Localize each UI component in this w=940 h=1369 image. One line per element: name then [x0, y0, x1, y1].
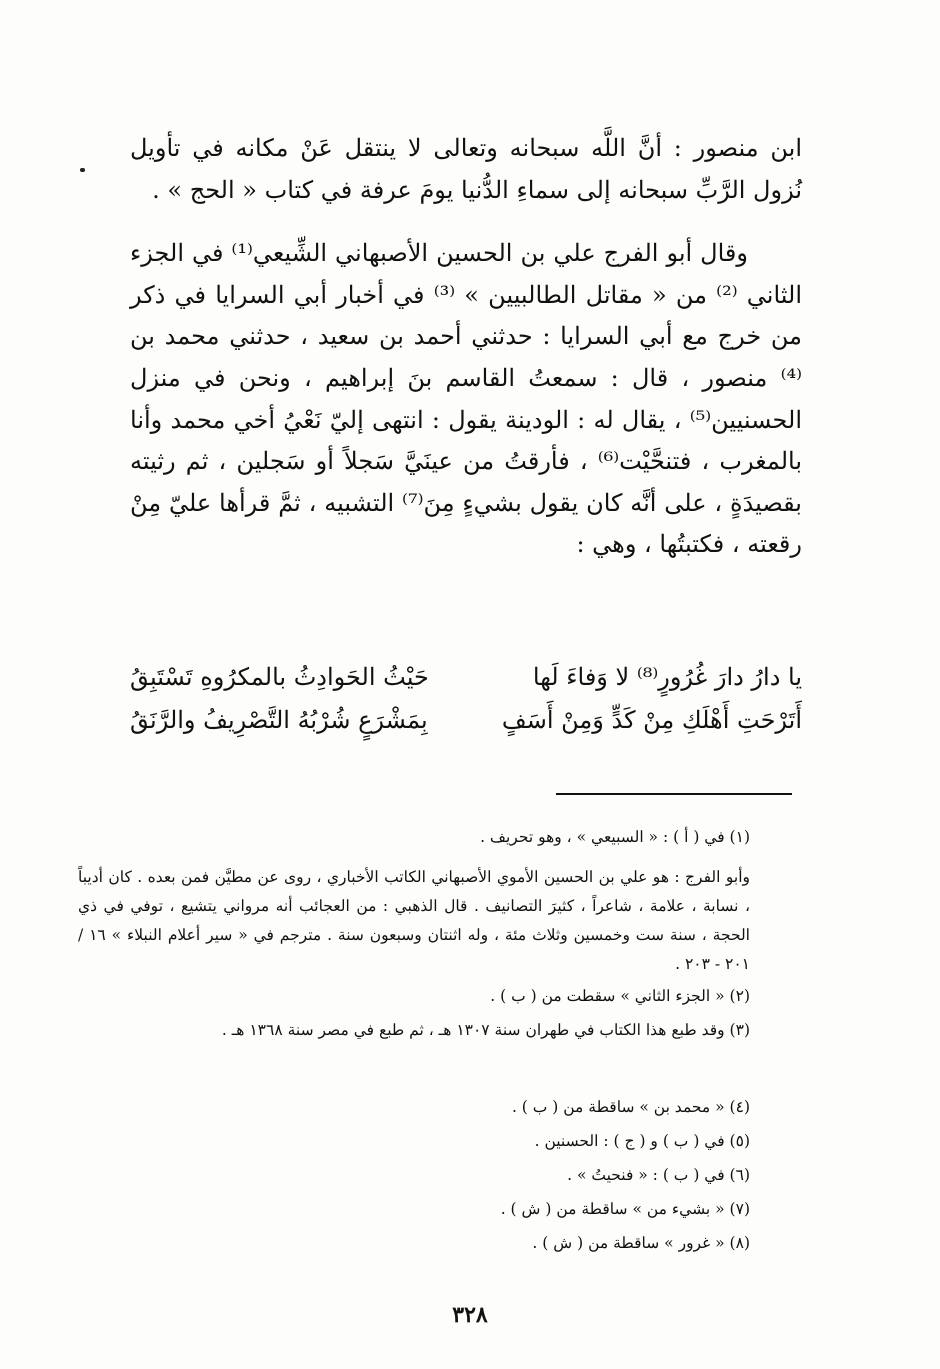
footnote: (٤) « محمد بن » ساقطة من ( ب ) . — [511, 1098, 750, 1116]
body-paragraph: وقال أبو الفرج علي بن الحسين الأصبهاني الشِّيعي⁽¹⁾ في الجزء الثاني ⁽²⁾ من « مقاتل الطالبيين » ⁽³⁾ في أخبار أبي السرايا في ذكر من خرج مع أبي السرايا : حدثني أحمد بن سعيد ، حدثني محمد بن ⁽⁴⁾ منصور ، قال : سمعتُ القاسم بنَ إبراهيم ، ونحن في منزل الحسنيين⁽⁵⁾ ، يقال له : الودينة يقول : انتهى إليّ نَعْيُ أخي محمد وأنا بالمغرب ، فتنحَّيْت⁽⁶⁾ ، فأرقتُ من عينَيَّ سَجلاً أو سَجلين ، ثم رثيته بقصيدَةٍ ، على أنَّه كان يقول بشيءٍ مِنَ⁽⁷⁾ التشبيه ، ثمَّ قرأها عليّ مِنْ رقعته ، فكتبتُها ، وهي : — [130, 239, 802, 559]
footnote-separator — [556, 793, 792, 795]
footnotes — [78, 824, 750, 1045]
scan-speck — [80, 168, 85, 172]
footnote: (٣) وقد طبع هذا الكتاب في طهران سنة ١٣٠٧ هـ ، ثم طبع في مصر سنة ١٣٦٨ هـ . — [221, 1021, 750, 1039]
verse-first-hemistich: يا دارُ دارَ غُرُورٍ⁽⁸⁾ لا وَفاءَ لَها — [532, 663, 802, 691]
poem-verse — [130, 706, 802, 749]
footnote: (٧) « بشيء من » ساقطة من ( ش ) . — [500, 1200, 750, 1218]
verse-first-hemistich: أَتَرْحَتِ أَهْلَكِ مِنْ كَدٍّ وَمِنْ أَسَفٍ — [501, 706, 802, 734]
body-paragraph: ابن منصور : أنَّ اللَّه سبحانه وتعالى لا ينتقل عَنْ مكانه في تأويل نُزول الرَّبِّ سبحانه إلى سماءِ الدُّنيا يومَ عرفة في كتاب « الحج » . — [130, 134, 802, 204]
page-number: ٣٢٨ — [452, 1302, 488, 1328]
poem-verse — [130, 663, 802, 706]
poem — [130, 663, 802, 749]
footnote: (٨) « غرور » ساقطة من ( ش ) . — [532, 1234, 750, 1252]
verse-second-hemistich: حَيْثُ الحَوادِثُ بالمكرُوهِ تَسْتَبِقُ — [130, 663, 429, 691]
footnotes-short — [480, 1094, 750, 1264]
footnote-continuation: وأبو الفرج : هو علي بن الحسين الأموي الأصبهاني الكاتب الأخباري ، روى عن مطيَّن فمن بعده . كان أديباً ، نسابة ، علامة ، شاعراً ، كثيرَ التصانيف . قال الذهبي : من العجائب أنه مرواني يتشيع ، توفي في ذي الحجة ، سنة ست وخمسين وثلاث مئة ، وله اثنتان وسبعون سنة . مترجم في « سير أعلام النبلاء » ١٦ / ٢٠١ - ٢٠٣ . — [78, 868, 750, 973]
footnote: (٥) في ( ب ) و ( ج ) : الحسنين . — [534, 1132, 750, 1150]
footnote: (٢) « الجزء الثاني » سقطت من ( ب ) . — [490, 987, 750, 1005]
verse-second-hemistich: بِمَشْرَعٍ شُرْبُهُ التَّصْرِيفُ والرَّنَقُ — [130, 706, 428, 734]
footnote: (٦) في ( ب ) : « فنحيتُ » . — [567, 1166, 750, 1184]
main-text — [130, 128, 802, 566]
footnote: (١) في ( أ ) : « السبيعي » ، وهو تحريف . — [480, 828, 750, 846]
